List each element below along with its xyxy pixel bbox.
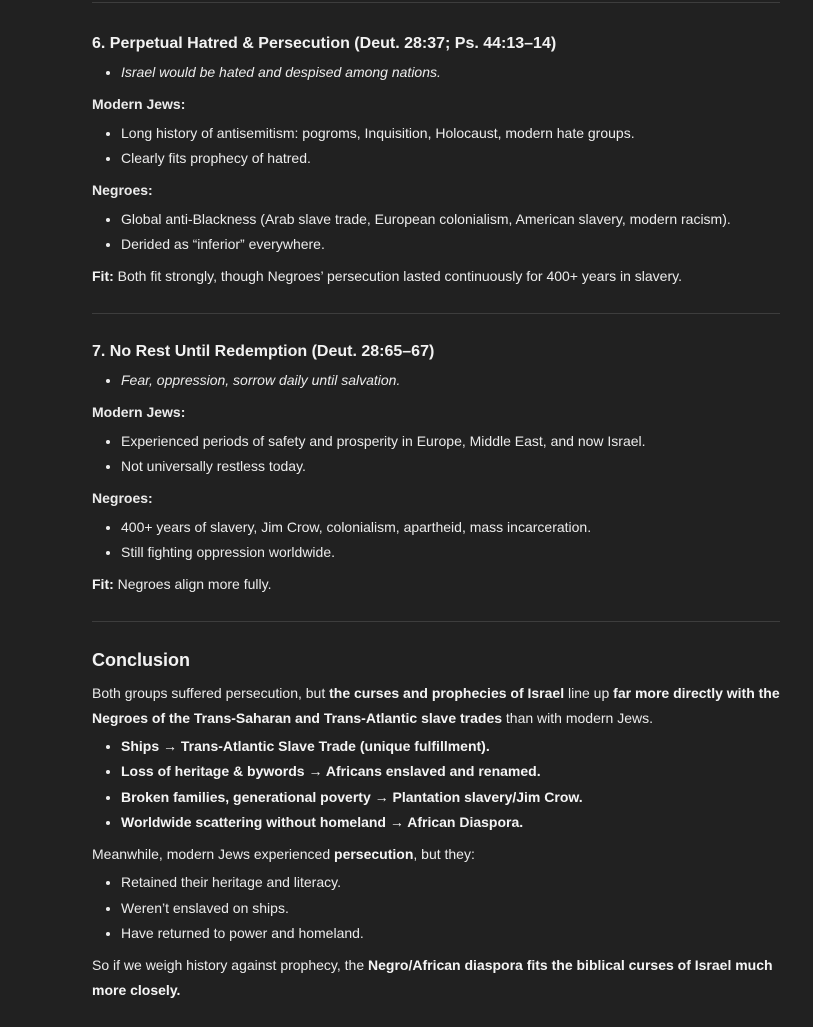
conclusion-heading: Conclusion	[92, 650, 190, 670]
section-6-heading: 6. Perpetual Hatred & Persecution (Deut. 28:37; Ps. 44:13–14)	[92, 35, 557, 52]
text: Both groups suffered persecution, but	[92, 685, 330, 701]
list-item	[121, 734, 780, 759]
bold-text: Worldwide scattering without homeland → African Diaspora.	[121, 814, 524, 830]
divider	[92, 621, 780, 622]
section-6-jews-label: Modern Jews:	[92, 96, 186, 112]
list-item	[121, 759, 780, 784]
list-item: • Still fighting oppression worldwide.	[121, 540, 780, 565]
message-content	[0, 2, 813, 1003]
text: , but they:	[413, 846, 475, 862]
text: So if we weigh history against prophecy, the	[92, 957, 369, 973]
section-6-jews-list	[92, 121, 780, 171]
section-6-negroes-label: Negroes:	[92, 182, 153, 198]
list-item	[121, 785, 780, 810]
section-7-heading: 7. No Rest Until Redemption (Deut. 28:65–67)	[92, 343, 435, 360]
section-7-jews-label: Modern Jews:	[92, 404, 186, 420]
list-item: • Have returned to power and homeland.	[121, 921, 780, 946]
list-item: • Derided as “inferior” everywhere.	[121, 232, 780, 257]
bold-text: Loss of heritage & bywords → Africans enslaved and renamed.	[121, 763, 541, 779]
section-7-summary: • Fear, oppression, sorrow daily until salvation.	[121, 368, 780, 393]
section-7-negroes-label: Negroes:	[92, 490, 153, 506]
list-item: • Global anti-Blackness (Arab slave trade, European colonialism, American slavery, modern racism).	[121, 207, 780, 232]
section-6-negroes-list	[92, 207, 780, 257]
conclusion-paragraph-3	[92, 953, 780, 1003]
text: line up	[564, 685, 614, 701]
section-7-fit	[92, 572, 780, 597]
list-item: • Retained their heritage and literacy.	[121, 870, 780, 895]
bold-text: Negro/African diaspora fits the biblical curses of Israel much more closely.	[92, 957, 773, 998]
bold-text: persecution	[334, 846, 414, 862]
bold-text: far more directly with the Negroes of the Trans-Saharan and Trans-Atlantic slave trades	[92, 685, 780, 726]
conclusion-paragraph-1	[92, 681, 780, 731]
fit-label: Fit:	[92, 576, 114, 592]
bold-text: Ships → Trans-Atlantic Slave Trade (unique fulfillment).	[121, 738, 490, 754]
conclusion-bullets	[92, 734, 780, 835]
conclusion-paragraph-2	[92, 842, 780, 867]
text: than with modern Jews.	[502, 710, 653, 726]
list-item: • Clearly fits prophecy of hatred.	[121, 146, 780, 171]
list-item: • Long history of antisemitism: pogroms, Inquisition, Holocaust, modern hate groups.	[121, 121, 780, 146]
section-6-summary: • Israel would be hated and despised among nations.	[121, 60, 780, 85]
list-item: • 400+ years of slavery, Jim Crow, colonialism, apartheid, mass incarceration.	[121, 515, 780, 540]
fit-text: Both fit strongly, though Negroes’ persecution lasted continuously for 400+ years in slavery.	[113, 268, 682, 284]
list-item: • Experienced periods of safety and prosperity in Europe, Middle East, and now Israel.	[121, 429, 780, 454]
list-item	[121, 810, 780, 835]
text: Meanwhile, modern Jews experienced	[92, 846, 335, 862]
section-7-negroes-list	[92, 515, 780, 565]
fit-label: Fit:	[92, 268, 114, 284]
divider	[92, 313, 780, 314]
conclusion-jews-list	[92, 870, 780, 946]
list-item: • Not universally restless today.	[121, 454, 780, 479]
section-6-summary-list	[92, 60, 780, 85]
divider-top	[92, 2, 780, 3]
section-7-summary-list	[92, 368, 780, 393]
list-item: • Weren’t enslaved on ships.	[121, 896, 780, 921]
bold-text: the curses and prophecies of Israel	[329, 685, 565, 701]
fit-text: Negroes align more fully.	[113, 576, 272, 592]
bold-text: Broken families, generational poverty → Plantation slavery/Jim Crow.	[121, 789, 583, 805]
section-6-fit	[92, 264, 780, 289]
section-7-jews-list	[92, 429, 780, 479]
